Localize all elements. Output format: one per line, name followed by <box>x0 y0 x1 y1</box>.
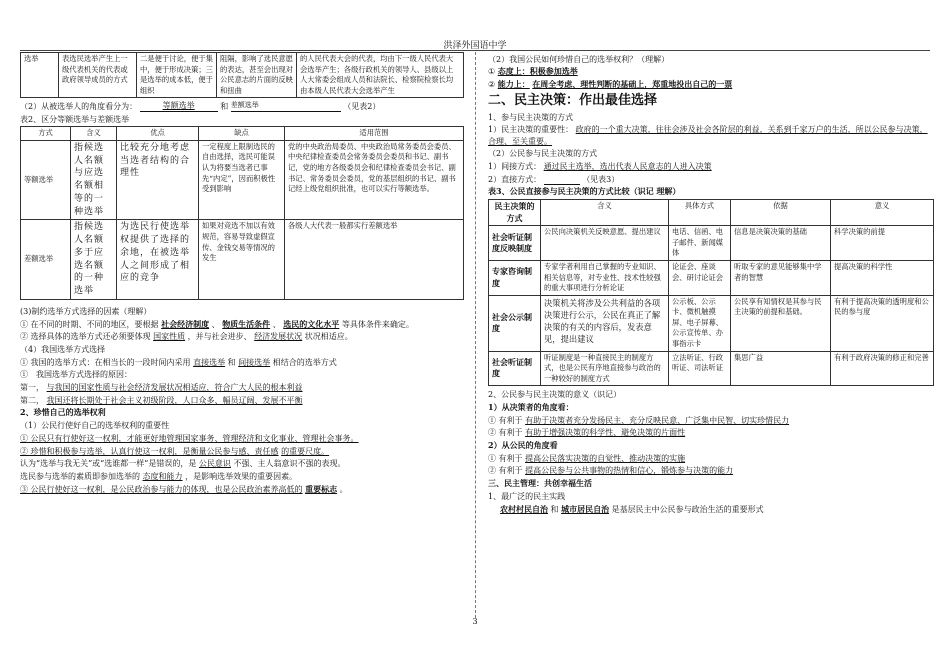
column-header: 方式 <box>21 127 71 141</box>
table-cell: 信息是决策决策的基础 <box>731 226 831 261</box>
paragraph: 2）从公民的角度看 <box>488 440 558 451</box>
table-cell: 集思广益 <box>731 351 831 386</box>
answer-blank: 差额选举 <box>231 101 341 112</box>
paragraph <box>488 504 934 515</box>
text: 相结合的选举方式 <box>272 357 337 367</box>
text: ③ 公民行使好这一权利，是公民政治参与能力的体现，也是公民政治素养高低的 <box>20 484 303 494</box>
table-cell: 一定程度上限制选民的自由选择，选民可能误认为将要当选者已事先“内定”，因而积极性受到影响 <box>199 140 285 220</box>
paragraph <box>20 471 464 482</box>
answer-blank: 选民的文化水平 <box>283 318 340 329</box>
text: ，并与社会进步、 <box>187 332 252 342</box>
table-cell: 公民向决策机关反映意愿、提出建议 <box>541 226 669 261</box>
text: ① 有利于 <box>488 453 523 463</box>
table-header-row <box>489 200 934 226</box>
table-cell: 听取专家的意见能够集中学者的智慧 <box>731 260 831 295</box>
table-row <box>489 351 934 386</box>
column-header: 含义 <box>71 127 117 141</box>
column-header: 含义 <box>541 200 669 226</box>
paragraph: 1）从决策者的角度看： <box>488 402 574 413</box>
answer-blank: 提高公民参与公共事物的热情和信心，锻炼参与决策的能力 <box>525 466 734 476</box>
header-rule <box>20 50 930 51</box>
row-header: 等额选举 <box>21 140 71 220</box>
text: 、 <box>272 319 281 329</box>
text: （见表3） <box>582 174 620 184</box>
answer-blank: 有助于决策者充分发扬民主、充分反映民意、广泛集中民智、切实珍惜民力 <box>525 415 790 425</box>
text: 是基层民主中公民参与政治生活的重要形式 <box>611 504 764 514</box>
text: 1）民主决策的重要性： <box>488 125 574 135</box>
text: 不强、主人翁意识不强的表现。 <box>233 459 346 469</box>
page-number: 3 <box>472 617 478 626</box>
answer-blank: 有助于增强决策的科学性、避免决策的片面性 <box>525 428 686 438</box>
table-cell: 公示板、公示卡、微机触摸屏、电子屏幕、公示宣传单、办事指示卡 <box>669 295 731 351</box>
paragraph: 1、参与民主决策的方式 <box>488 112 574 122</box>
table-cell: 立法听证、行政听证、司法听证 <box>669 351 731 386</box>
table-cell: 专家学者利用自己掌握的专业知识、相关信息等，对专业性、技术性较强的重大事项进行分析论证 <box>541 260 669 295</box>
table-header-row <box>21 127 464 141</box>
table2-title: 表2、区分等额选举与差额选举 <box>20 114 130 124</box>
section-title: （4）我国选举方式选择 <box>20 345 106 355</box>
page-header: 洪泽外国语中学 <box>443 41 507 51</box>
text: ② 珍惜和积极参与选举，认真行使这一权利，是衡量公民参与感、责任感 <box>20 446 279 456</box>
text: 。 <box>339 484 348 494</box>
section-title: （2）我国公民如何珍惜自己的选举权利？（理解） <box>488 54 670 64</box>
paragraph <box>488 124 934 146</box>
text: 和 <box>227 357 236 367</box>
table-cell: 有利于政府决策的修正和完善 <box>831 351 934 386</box>
paragraph <box>20 382 464 393</box>
column-header: 民主决策的方式 <box>489 200 541 226</box>
paragraph <box>488 465 934 476</box>
answer-blank: 等额选举 <box>140 100 218 112</box>
table-cell: 有利于提高决策的透明度和公民的参与度 <box>831 295 934 351</box>
table-cell: 比较充分地考虑当选者结构的合理性 <box>117 140 199 220</box>
table-cell: 党的中央政治局委员、中央政治局常务委员会委员、中央纪律检查委员会常务委员会委员和书记、副书记，党的地方各级委员会和纪律检查委员会书记、副书记、常务委员会委员，党的基层组织的书记、副书记经上级党组织批准，也可以实行等额选举。 <box>285 140 464 220</box>
text: 1）间接方式： <box>488 162 542 171</box>
table-cell: 提高决策的科学性 <box>831 260 934 295</box>
left-column <box>20 52 464 496</box>
answer-blank: 提高公民落实决策的自觉性、推动决策的实施 <box>525 453 686 463</box>
election-table-continued <box>20 52 464 98</box>
paragraph: 2、公民参与民主决策的意义（识记） <box>488 390 622 400</box>
row-header: 社会听证制度反映制度 <box>489 226 541 261</box>
paragraph: （1）公民行使好自己的选举权利的重要性 <box>20 421 170 431</box>
text: ① 有利于 <box>488 415 523 425</box>
table-cell: 指候选人名额多于应选名额的一种选举 <box>71 220 117 300</box>
row-header: 社会听证制度 <box>489 351 541 386</box>
text: ① 我国的选举方式：在相当长的一段时间内采用 <box>20 357 191 367</box>
paragraph <box>20 458 464 469</box>
paragraph <box>488 66 934 77</box>
answer-blank: 与我国的国家性质与社会经济发展状况相适应，符合广大人民的根本利益 <box>46 383 303 393</box>
paragraph: ① 我国选举方式选择的原因： <box>20 370 132 380</box>
answer-blank: 国家性质 <box>153 332 186 342</box>
text: ，是影响选举效果的重要因素。 <box>185 471 298 481</box>
table-cell: 指候选人名额与应选名额相等的一种选举 <box>71 140 117 220</box>
table-row <box>21 53 464 98</box>
section-heading: 2、珍惜自己的选举权利 <box>20 407 106 418</box>
text: 状况相适应。 <box>304 332 353 342</box>
column-header: 意义 <box>831 200 934 226</box>
voter-view-line <box>20 100 464 112</box>
paragraph <box>20 357 464 368</box>
paragraph <box>20 484 464 495</box>
paragraph <box>20 331 464 342</box>
empty-blank <box>544 184 580 185</box>
row-header: 专家咨询制度 <box>489 260 541 295</box>
answer-blank: 公民意识 <box>198 459 231 469</box>
text: 和 <box>550 504 559 514</box>
answer-blank: 重要标志 <box>305 483 338 494</box>
text: ② 有利于 <box>488 466 523 476</box>
direct-participation-table <box>488 199 934 386</box>
table-cell: 科学决策的前提 <box>831 226 934 261</box>
table-cell: 电话、信函、电子邮件、新闻媒体 <box>669 226 731 261</box>
text: 等具体条件来确定。 <box>341 319 414 329</box>
text: （2）从被选举人的角度看分为： <box>20 101 138 111</box>
row-header: 社会公示制度 <box>489 295 541 351</box>
paragraph <box>20 446 464 457</box>
paragraph <box>20 319 464 330</box>
table-cell: 决策机关将涉及公共利益的各项决策进行公示，公民在真正了解决策的有关的内容后，发表意见，提出建议 <box>541 295 669 351</box>
text: 和 <box>220 101 229 111</box>
column-header: 具体方式 <box>669 200 731 226</box>
table-row <box>489 260 934 295</box>
table-cell: 阻隔，影响了选民意愿的表达，甚至会出现对公民意志的片面的反映和扭曲 <box>217 53 297 98</box>
answer-blank: 城市居民自治 <box>561 503 610 514</box>
text: ② 有利于 <box>488 428 523 438</box>
answer-blank: 间接选举 <box>238 357 271 367</box>
table-row <box>489 295 934 351</box>
paragraph <box>488 79 934 90</box>
text: 、 <box>211 319 220 329</box>
answer-blank: 直接选举 <box>193 357 226 367</box>
table-cell: 如果对竞选不加以有效规范，容易导致虚假宣传、金钱交易等情况的发生 <box>199 220 285 300</box>
answer-blank: 农村村民自治 <box>500 503 548 514</box>
paragraph <box>488 453 934 464</box>
paragraph: ① 公民只有行使好这一权利，才能更好地管理国家事务、管理经济和文化事业、管理社会事务。 <box>20 433 359 443</box>
column-header: 依据 <box>731 200 831 226</box>
text: ② <box>488 79 496 89</box>
text: 2）直接方式： <box>488 174 542 184</box>
equal-vs-competitive-table <box>20 126 464 300</box>
section-title: (3)制约选举方式选择的因素（理解） <box>20 306 152 316</box>
paragraph <box>488 161 934 172</box>
answer-blank: 物质生活条件 <box>222 318 271 329</box>
paragraph: 1、最广泛的民主实践 <box>488 491 566 501</box>
table-cell: 公民享有知情权是其参与民主决策的前提和基础。 <box>731 295 831 351</box>
answer-blank: 态度上：积极参加选举 <box>497 66 578 77</box>
text: 的重要尺度。 <box>281 446 330 456</box>
text: 选民参与选举的素质即参加选举的 <box>20 471 140 481</box>
text: ① 在不同的时期、不同的地区，要根据 <box>20 319 159 329</box>
table-cell: 选举 <box>21 53 59 98</box>
text: 第一， <box>20 383 44 393</box>
table3-title: 表3、公民直接参与民主决策的方式比较（识记 理解） <box>488 186 681 197</box>
answer-blank: 社会经济制度 <box>161 318 210 329</box>
paragraph <box>488 174 934 185</box>
table-cell: 听证制度是一种直接民主的制度方式，也是公民有序地直接参与政治的一种较好的制度方式 <box>541 351 669 386</box>
chapter-heading: 二、民主决策：作出最佳选择 <box>488 93 658 109</box>
table-cell: 为选民行使选举权提供了选择的余地，在被选举人之间形成了相应的竞争 <box>117 220 199 300</box>
table-cell: 表选民选举产生上一级代表机关的代表或政府领导成员的方式 <box>59 53 137 98</box>
paragraph <box>488 415 934 426</box>
text: 认为“选举与我无关”或“选谁都一样”是错误的，是 <box>20 459 197 469</box>
section-heading: 三、民主管理：共创幸福生活 <box>488 478 592 489</box>
answer-blank: 通过民主选举，选出代表人民意志的人进入决策 <box>543 162 712 171</box>
paragraph <box>488 427 934 438</box>
row-header: 差额选举 <box>21 220 71 300</box>
paragraph: （2）公民参与民主决策的方式 <box>488 149 598 159</box>
column-header: 缺点 <box>199 127 285 141</box>
text: 第二， <box>20 395 44 405</box>
table-cell: 各级人大代表一般都实行差额选举 <box>285 220 464 300</box>
table-cell: 二是便于讨论，便于集中，便于形成决策；三是选举的成本低，便于组织 <box>137 53 217 98</box>
column-header: 优点 <box>117 127 199 141</box>
table-row <box>489 226 934 261</box>
table-row <box>21 220 464 300</box>
answer-blank: 我国还将长期处于社会主义初级阶段，人口众多、幅员辽阔、发展不平衡 <box>46 395 303 405</box>
answer-blank: 在周全考虑、理性判断的基础上，郑重地投出自己的一票 <box>532 78 733 89</box>
table-cell: 论证会、座谈会、研讨论证会 <box>669 260 731 295</box>
right-column <box>488 52 934 516</box>
table-cell: 的人民代表大会的代表，均由下一级人民代表大会选举产生；各级行政机关的领导人、县级以上人大常委会组成人员和法院长、检察院检察长均由本级人民代表大会选举产生 <box>297 53 464 98</box>
text: （见表2） <box>343 101 381 111</box>
column-divider <box>475 52 477 618</box>
column-header: 适用范围 <box>285 127 464 141</box>
paragraph <box>20 395 464 406</box>
text: ② 选择具体的选举方式还必须要体现 <box>20 332 151 342</box>
answer-blank: 态度和能力 <box>142 471 183 481</box>
text: ① <box>488 67 496 77</box>
answer-blank: 政府的一个重大决策，往往会涉及社会各阶层的利益，关系到千家万户的生活，所以公民参与决策，合理、至关重要。 <box>488 125 928 146</box>
table-row <box>21 140 464 220</box>
answer-blank: 经济发展状况 <box>254 332 303 342</box>
answer-blank: 能力上： <box>497 78 530 89</box>
